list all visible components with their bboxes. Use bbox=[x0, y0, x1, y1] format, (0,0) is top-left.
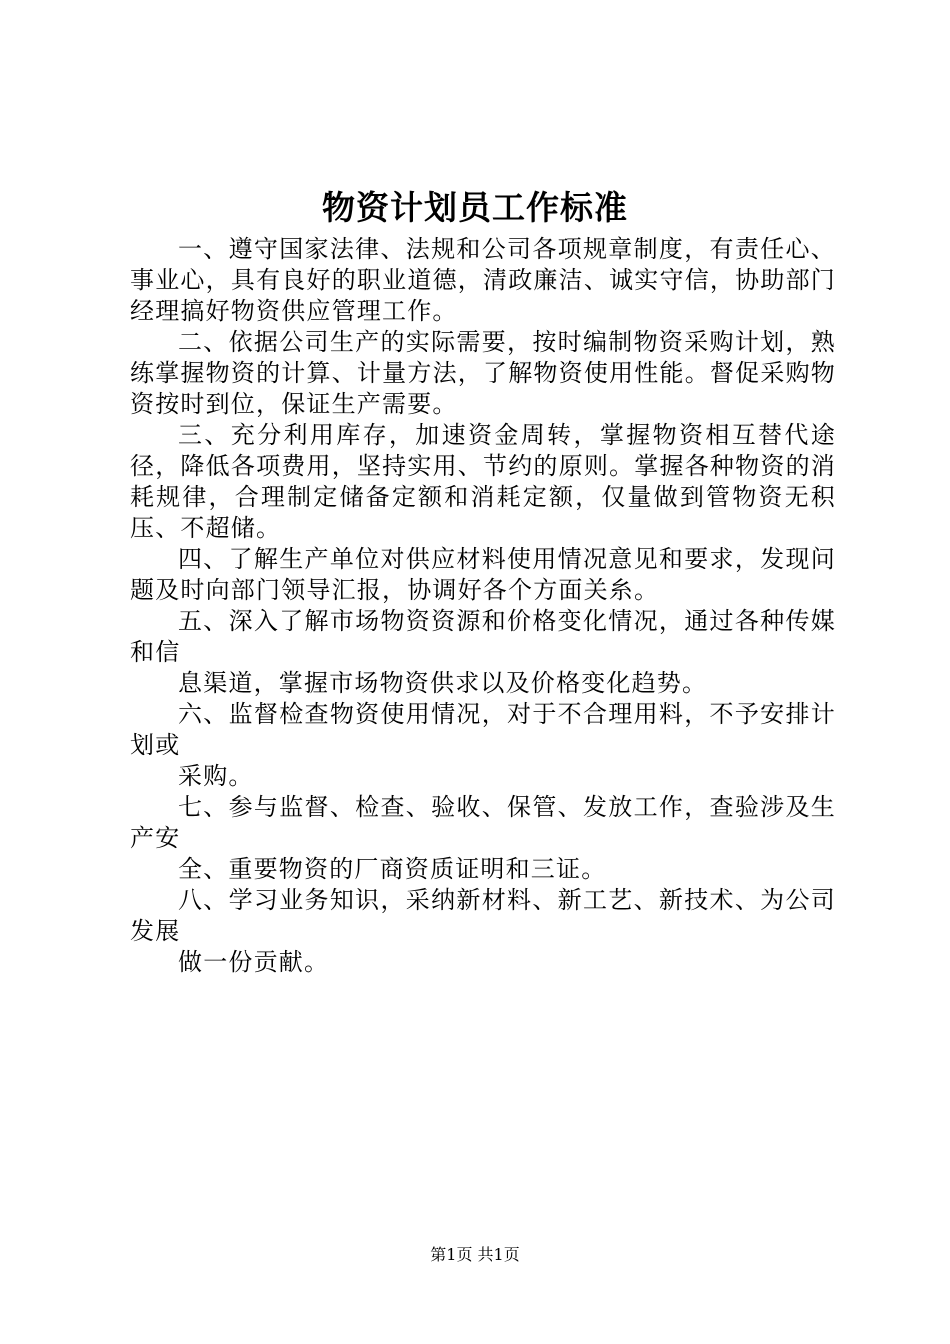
document-body bbox=[130, 234, 836, 978]
paragraph-1: 一、遵守国家法律、法规和公司各项规章制度，有责任心、事业心，具有良好的职业道德，清政廉洁、诚实守信，协助部门经理搞好物资供应管理工作。 bbox=[130, 235, 836, 325]
paragraph-7: 七、参与监督、检查、验收、保管、发放工作，查验涉及生产安 bbox=[130, 793, 836, 852]
paragraph-2: 二、依据公司生产的实际需要，按时编制物资采购计划，熟练掌握物资的计算、计量方法，了解物资使用性能。督促采购物资按时到位，保证生产需要。 bbox=[130, 328, 836, 418]
paragraph-3: 三、充分利用库存，加速资金周转，掌握物资相互替代途径，降低各项费用，坚持实用、节约的原则。掌握各种物资的消耗规律，合理制定储备定额和消耗定额，仅量做到管物资无积压、不超储。 bbox=[130, 421, 836, 542]
paragraph-5-continuation: 息渠道，掌握市场物资供求以及价格变化趋势。 bbox=[178, 669, 708, 697]
paragraph-7-continuation: 全、重要物资的厂商资质证明和三证。 bbox=[178, 855, 607, 883]
paragraph-8-continuation: 做一份贡献。 bbox=[178, 948, 330, 976]
page-footer: 第1页 共1页 bbox=[430, 1245, 520, 1264]
paragraph-4: 四、了解生产单位对供应材料使用情况意见和要求，发现问题及时向部门领导汇报，协调好各个方面关糸。 bbox=[130, 545, 836, 604]
paragraph-8: 八、学习业务知识，采纳新材料、新工艺、新技术、为公司发展 bbox=[130, 886, 836, 945]
paragraph-5: 五、深入了解市场物资资源和价格变化情况，通过各种传媒和信 bbox=[130, 607, 836, 666]
paragraph-6: 六、监督检查物资使用情况，对于不合理用料，不予安排计划或 bbox=[130, 700, 836, 759]
paragraph-6-continuation: 采购。 bbox=[178, 762, 254, 790]
document-title: 物资计划员工作标准 bbox=[322, 188, 628, 227]
